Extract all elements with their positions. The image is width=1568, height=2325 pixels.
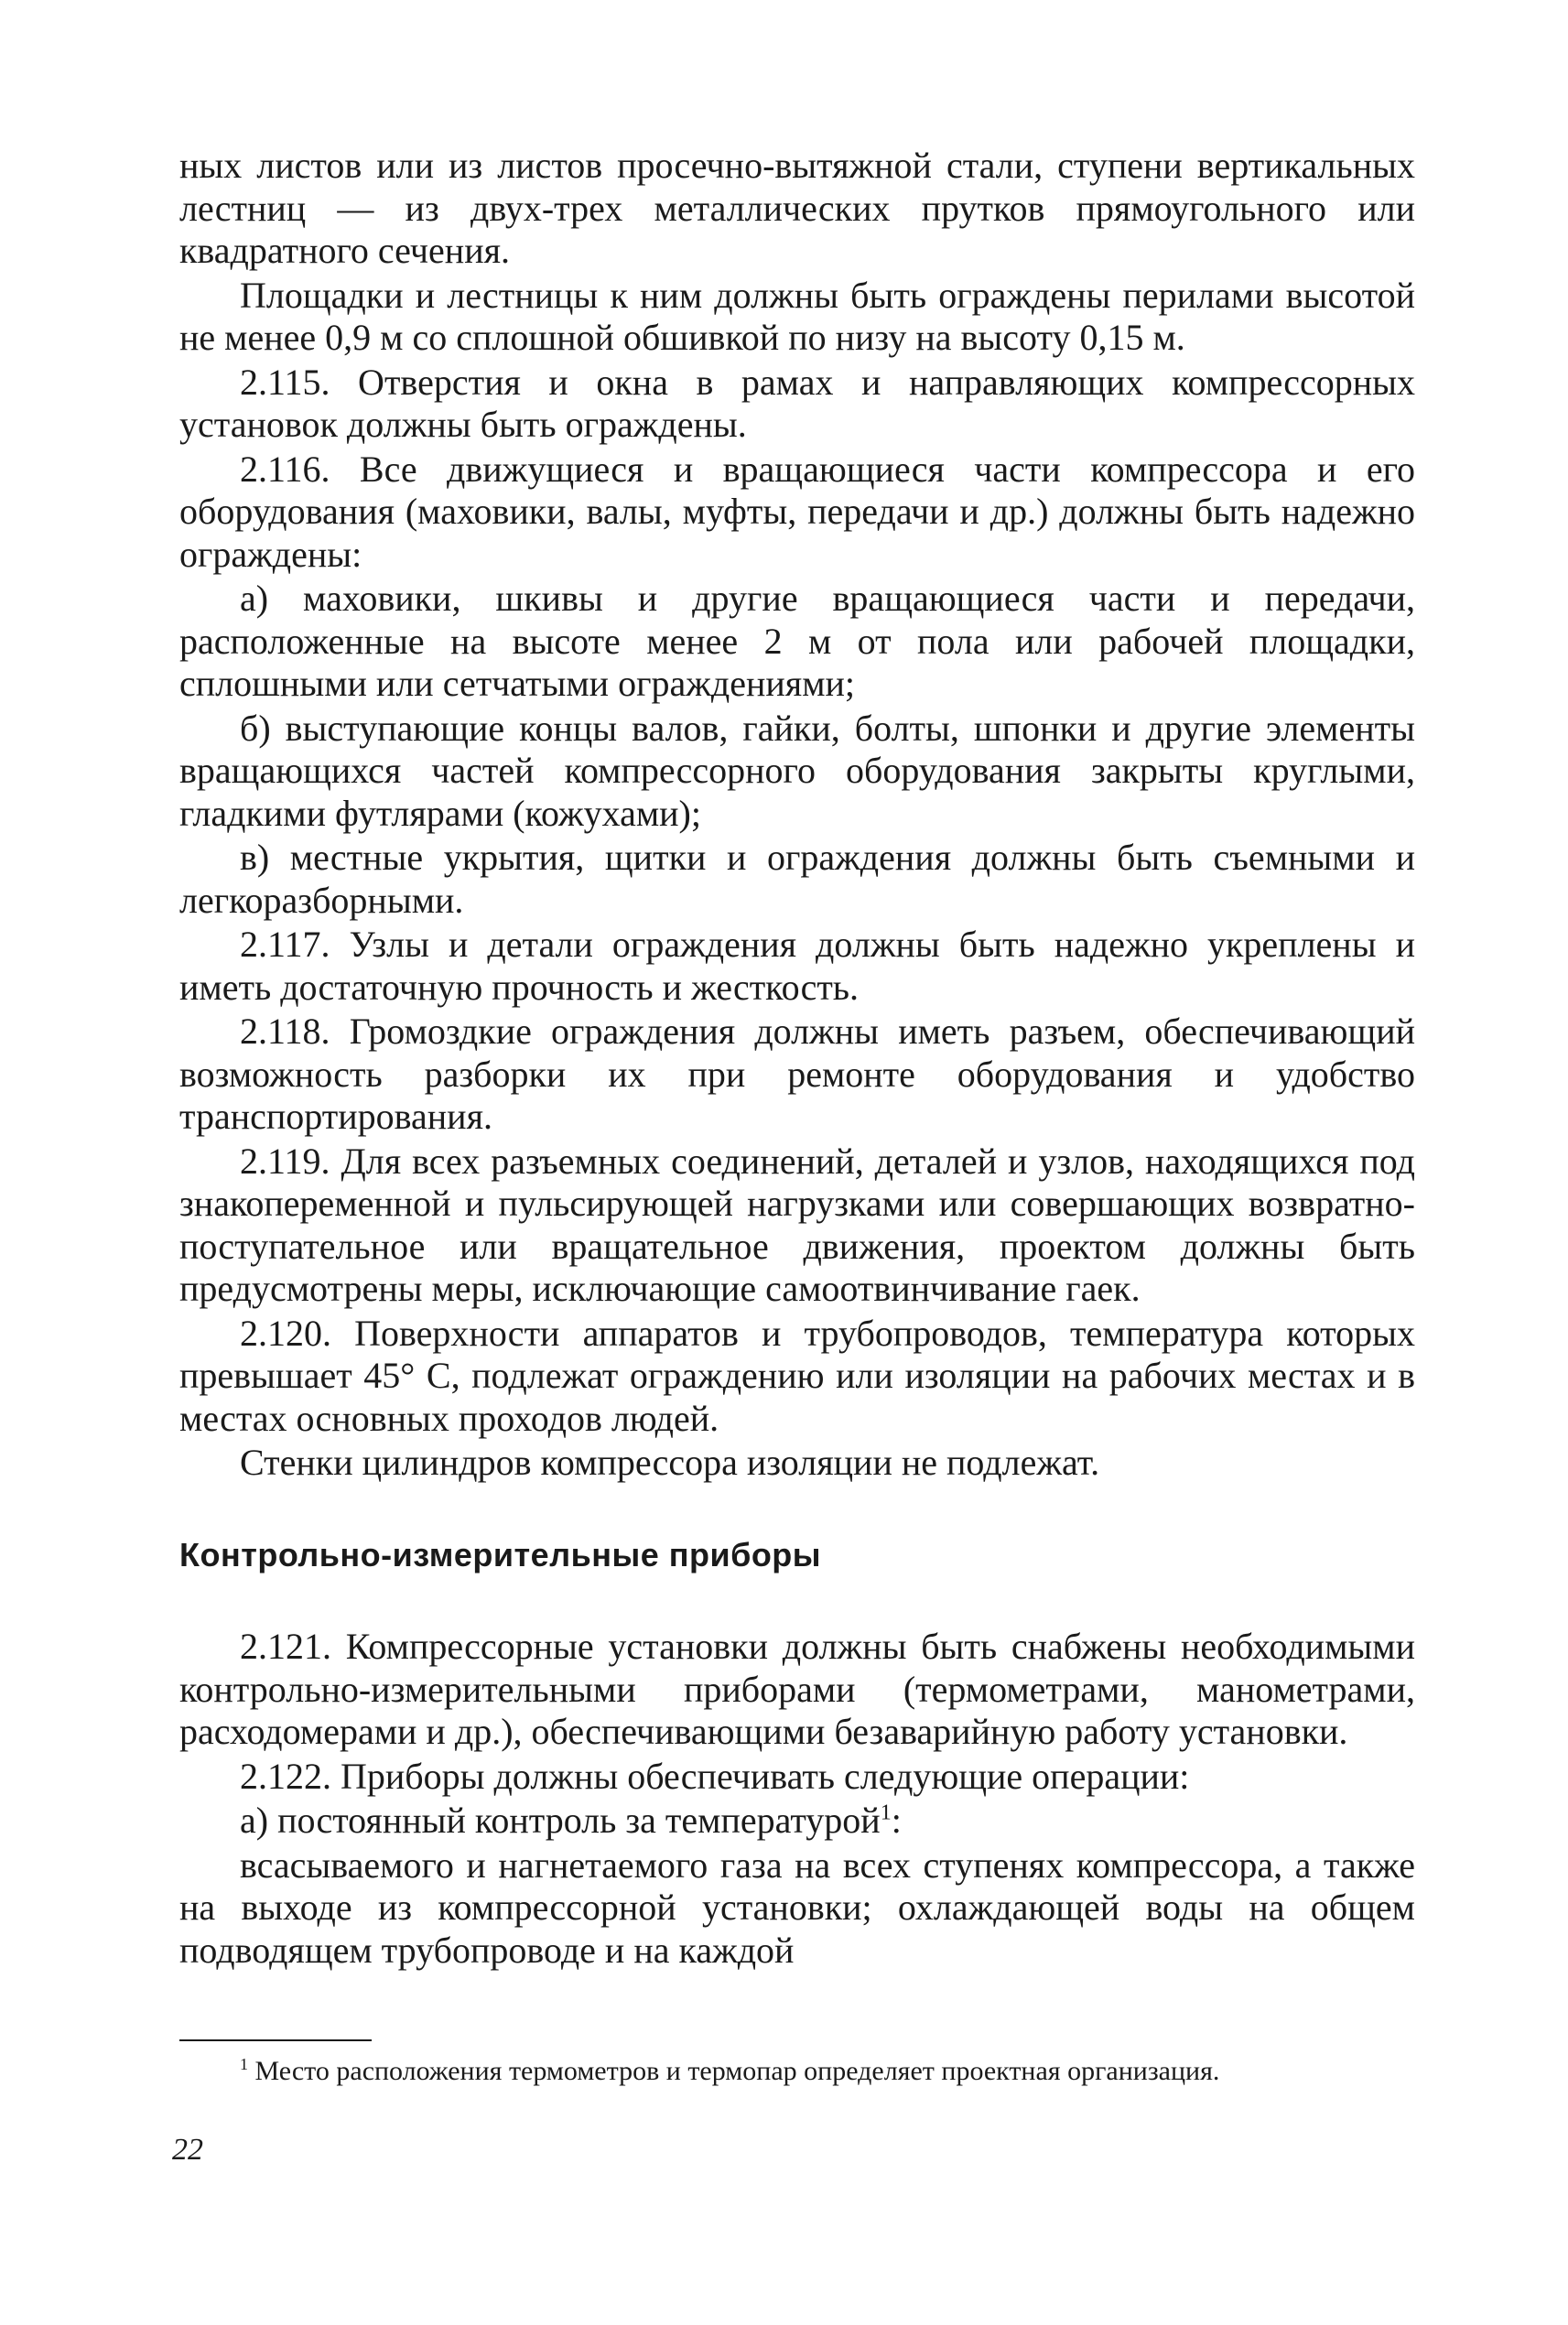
paragraph-2-115: 2.115. Отверстия и окна в рамах и направляющих компрессорных установок должны быть ограждены. (179, 361, 1415, 445)
paragraph-cylinder-walls: Стенки цилиндров компрессора изоляции не подлежат. (240, 1442, 1100, 1483)
page-number: 22 (172, 2133, 203, 2167)
paragraph-2-122-a-text: а) постоянный контроль за температурой (240, 1800, 881, 1841)
paragraph-2-120: 2.120. Поверхности аппаратов и трубопроводов, температура которых превышает 45° С, подлежат ограждению или изоляции на рабочих местах и в местах основных проходов людей. (179, 1312, 1415, 1439)
footnote-mark: 1 (240, 2055, 248, 2073)
footnote-text: Место расположения термометров и термопар определяет проектная организация. (248, 2056, 1220, 2086)
paragraph-2-118: 2.118. Громоздкие ограждения должны иметь разъем, обеспечивающий возможность разборки их при ремонте оборудования и удобство транспортирования. (179, 1011, 1415, 1137)
footnote-divider (179, 2039, 372, 2041)
paragraph-2-119: 2.119. Для всех разъемных соединений, деталей и узлов, находящихся под знакопеременной и пульсирующей нагрузками или совершающих возвратно-поступательное или вращательное движения, проектом должны быть предусмотрены меры, исключающие самоотвинчивание гаек. (179, 1140, 1415, 1309)
paragraph-2-116: 2.116. Все движущиеся и вращающиеся части компрессора и его оборудования (маховики, валы, муфты, передачи и др.) должны быть надежно ограждены: (179, 448, 1415, 575)
paragraph-2-116-b: б) выступающие концы валов, гайки, болты, шпонки и другие элементы вращающихся частей компрессорного оборудования закрыты круглыми, гладкими футлярами (кожухами); (179, 707, 1415, 834)
paragraph-2-117: 2.117. Узлы и детали ограждения должны быть надежно укреплены и иметь достаточную прочность и жесткость. (179, 924, 1415, 1008)
paragraph-railings: Площадки и лестницы к ним должны быть ограждены перилами высотой не менее 0,9 м со сплошной обшивкой по низу на высоту 0,15 м. (179, 274, 1415, 358)
paragraph-2-122-a-tail: : (891, 1800, 902, 1841)
page-body (179, 145, 1415, 1974)
paragraph-2-116-v: в) местные укрытия, щитки и ограждения должны быть съемными и легкоразборными. (179, 837, 1415, 921)
paragraph-2-122: 2.122. Приборы должны обеспечивать следующие операции: (240, 1755, 1190, 1797)
footnote-reference: 1 (880, 1801, 892, 1825)
paragraph-continuation: ных листов или из листов просечно-вытяжной стали, ступени вертикальных лестниц — из двух-трех металлических прутков прямоугольного или квадратного сечения. (179, 145, 1415, 271)
paragraph-2-116-a: а) маховики, шкивы и другие вращающиеся части и передачи, расположенные на высоте менее 2 м от пола или рабочей площадки, сплошными или сетчатыми ограждениями; (179, 578, 1415, 704)
footnote (179, 2054, 1415, 2089)
paragraph-2-122-a (179, 1800, 1415, 1843)
section-heading: Контрольно-измерительные приборы (179, 1535, 822, 1573)
paragraph-gas-temperature: всасываемого и нагнетаемого газа на всех ступенях компрессора, а также на выходе из компрессорной установки; охлаждающей воды на общем подводящем трубопроводе и на каждой (179, 1844, 1415, 1971)
paragraph-2-121: 2.121. Компрессорные установки должны быть снабжены необходимыми контрольно-измерительными приборами (термометрами, манометрами, расходомерами и др.), обеспечивающими безаварийную работу установки. (179, 1626, 1415, 1752)
